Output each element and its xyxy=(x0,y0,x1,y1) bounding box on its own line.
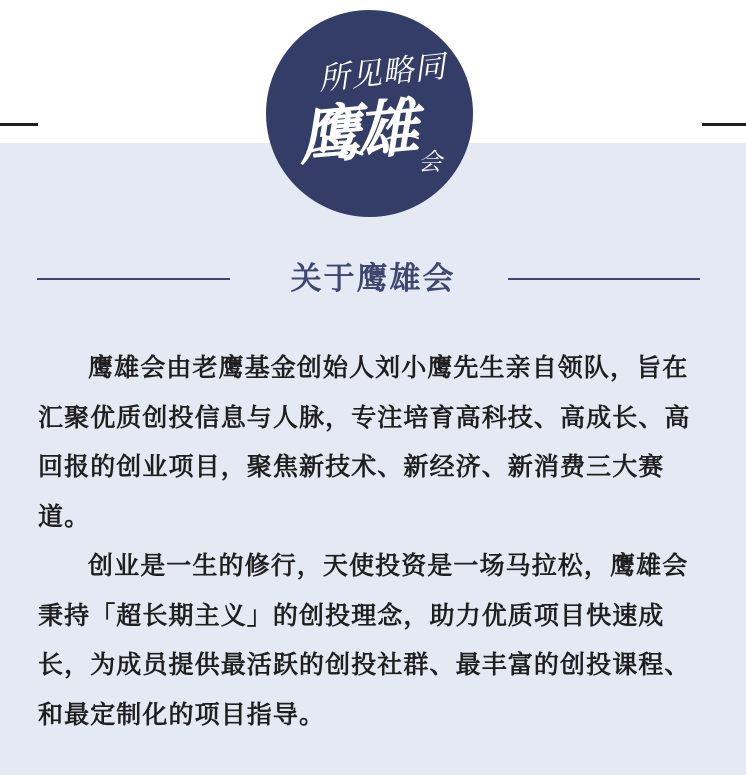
section-heading xyxy=(0,254,746,304)
right-edge-line xyxy=(702,123,746,126)
logo-main-text: 鹰雄 xyxy=(295,90,418,174)
section-title: 关于鹰雄会 xyxy=(290,261,456,297)
paragraph-philosophy: 创业是一生的修行，天使投资是一场马拉松，鹰雄会秉持「超长期主义」的创投理念，助力优质项目快速成长，为成员提供最活跃的创投社群、最丰富的创投课程、和最定制化的项目指导。 xyxy=(38,551,691,729)
heading-right-rule xyxy=(508,278,700,280)
logo-small-text: 会 xyxy=(418,148,442,176)
logo-top-text: 所见略同 xyxy=(316,48,448,98)
brand-logo xyxy=(266,10,473,217)
paragraph-intro: 鹰雄会由老鹰基金创始人刘小鹰先生亲自领队，旨在汇聚优质创投信息与人脉，专注培育高科技、高成长、高回报的创业项目，聚焦新技术、新经济、新消费三大赛道。 xyxy=(38,353,691,531)
about-body xyxy=(38,343,704,739)
left-edge-line xyxy=(0,123,38,126)
